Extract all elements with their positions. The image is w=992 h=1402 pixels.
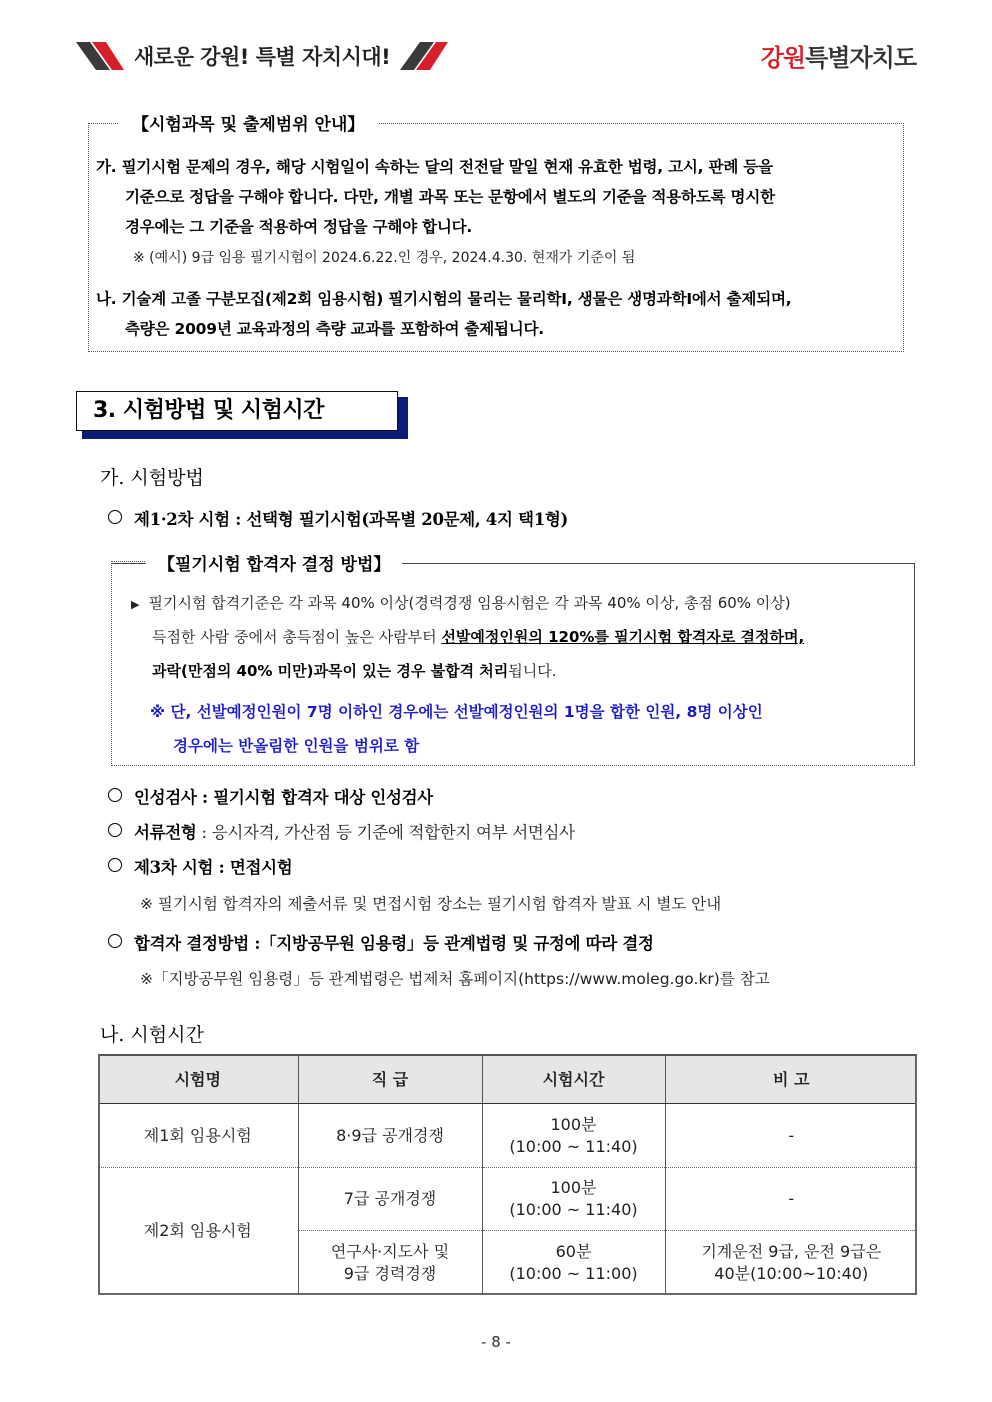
brand-logo — [761, 38, 916, 73]
table-cell — [665, 1231, 917, 1295]
section-heading: 3. 시험방법 및 시험시간 — [76, 391, 398, 431]
time-range: (10:00 ~ 11:00) — [509, 1263, 638, 1283]
method-item-written-text: 제1·2차 시험 : 선택형 필기시험(과목별 20문제, 4지 택1형) — [134, 510, 569, 529]
method-item-written — [108, 506, 568, 530]
column-header: 비 고 — [665, 1054, 917, 1104]
table-cell: - — [665, 1168, 917, 1231]
method-item-document-label: 서류전형 — [134, 823, 197, 842]
time-duration: 100분 — [550, 1178, 597, 1197]
method-item-final-decision-text: 합격자 결정방법 :「지방공무원 임용령」등 관계법령 및 규정에 따라 결정 — [134, 934, 654, 953]
subheading-method: 가. 시험방법 — [100, 467, 204, 489]
pass-decision-line3-rest: 됩니다. — [508, 662, 557, 680]
brand-logo-rest: 특별자치도 — [805, 44, 916, 72]
law-reference-note: ※「지방공무원 임용령」등 관계법령은 법제처 홈페이지(https://www.moleg.go.kr)를 참고 — [140, 970, 770, 988]
scope-item-ga-note: ※ (예시) 9급 임용 필기시험이 2024.6.22.인 경우, 2024.4.30. 현재가 기준이 됨 — [133, 250, 636, 266]
pass-decision-line3 — [152, 654, 912, 688]
interview-note: ※ 필기시험 합격자의 제출서류 및 면접시험 장소는 필기시험 합격자 발표 시 별도 안내 — [140, 895, 722, 913]
time-range: (10:00 ~ 11:40) — [509, 1200, 638, 1219]
table-cell — [482, 1168, 665, 1231]
table-cell: 제2회 임용시험 — [98, 1168, 298, 1295]
pass-decision-line1 — [131, 586, 911, 622]
method-item-personality — [108, 784, 433, 808]
method-item-personality-text: 인성검사 : 필기시험 합격자 대상 인성검사 — [134, 788, 433, 807]
pass-decision-title: 【필기시험 합격자 결정 방법】 — [146, 550, 402, 575]
pass-decision-underlined: 선발예정인원의 120%를 필기시험 합격자로 결정하며, — [441, 628, 805, 646]
header-slogan-bar — [76, 40, 448, 72]
scope-item-ga-line2: 기준으로 정답을 구해야 합니다. 다만, 개별 과목 또는 문항에서 별도의 기준을 적용하도록 명시한 — [125, 188, 775, 206]
table-cell — [482, 1104, 665, 1168]
exam-scope-title: 【시험과목 및 출제범위 안내】 — [118, 110, 378, 135]
pass-decision-line2-text: 득점한 사람 중에서 총득점이 높은 사람부터 — [152, 628, 442, 646]
circle-bullet-icon — [108, 934, 122, 948]
fail-condition-text: 과락(만점의 40% 미만)과목이 있는 경우 불합격 처리 — [152, 662, 509, 680]
circle-bullet-icon — [108, 510, 122, 524]
pass-decision-line2 — [152, 620, 912, 654]
method-item-interview-text: 제3차 시험 : 면접시험 — [134, 858, 293, 877]
scope-item-ga-line1: 가. 필기시험 문제의 경우, 해당 시험일이 속하는 달의 전전달 말일 현재 유효한 법령, 고시, 판례 등을 — [96, 158, 773, 176]
method-item-final-decision — [108, 930, 654, 954]
note-line: 기계운전 9급, 운전 9급은 — [701, 1241, 882, 1261]
exam-time-table — [98, 1054, 917, 1295]
page-number: - 8 - — [481, 1333, 511, 1351]
exception-note-line2: 경우에는 반올림한 인원을 범위로 함 — [173, 737, 420, 755]
brand-logo-red: 강원 — [760, 44, 806, 72]
table-row — [98, 1104, 917, 1168]
note-line: 40분(10:00~10:40) — [714, 1263, 869, 1283]
circle-bullet-icon — [108, 823, 122, 837]
exception-note-line1: ※ 단, 선발예정인원이 7명 이하인 경우에는 선발예정인원의 1명을 합한 인원, 8명 이상인 — [150, 703, 763, 721]
grade-line: 연구사·지도사 및 — [330, 1241, 450, 1261]
triangle-bullet-icon: ▶ — [131, 598, 140, 611]
time-range: (10:00 ~ 11:40) — [509, 1136, 638, 1156]
table-cell — [298, 1231, 482, 1295]
column-header: 시험시간 — [482, 1054, 665, 1104]
column-header: 시험명 — [98, 1054, 298, 1104]
table-row — [98, 1168, 917, 1231]
header-slogan: 새로운 강원! 특별 자치시대! — [134, 45, 391, 69]
stripe-logo-right-icon — [400, 42, 448, 70]
method-item-interview — [108, 854, 292, 878]
subheading-time: 나. 시험시간 — [100, 1024, 204, 1046]
circle-bullet-icon — [108, 788, 122, 802]
method-item-document-text: : 응시자격, 가산점 등 기준에 적합한지 여부 서면심사 — [196, 823, 575, 842]
table-cell — [482, 1231, 665, 1295]
method-item-document — [108, 819, 575, 843]
time-duration: 100분 — [550, 1114, 597, 1134]
column-header: 직 급 — [298, 1054, 482, 1104]
stripe-logo-left-icon — [76, 42, 124, 70]
grade-line: 9급 경력경쟁 — [343, 1263, 437, 1283]
table-cell: 제1회 임용시험 — [98, 1104, 298, 1168]
circle-bullet-icon — [108, 858, 122, 872]
scope-item-na-line1: 나. 기술계 고졸 구분모집(제2회 임용시험) 필기시험의 물리는 물리학Ⅰ, 생물은 생명과학Ⅰ에서 출제되며, — [96, 290, 792, 308]
table-cell: 7급 공개경쟁 — [298, 1168, 482, 1231]
time-duration: 60분 — [555, 1241, 592, 1261]
scope-item-na-line2: 측량은 2009년 교육과정의 측량 교과를 포함하여 출제됩니다. — [125, 320, 544, 338]
table-header-row — [98, 1054, 917, 1104]
table-cell: - — [788, 1125, 795, 1145]
table-cell: 8·9급 공개경쟁 — [298, 1104, 482, 1168]
pass-decision-line1-text: 필기시험 합격기준은 각 과목 40% 이상(경력경쟁 임용시험은 각 과목 40% 이상, 총점 60% 이상) — [148, 594, 791, 612]
scope-item-ga-line3: 경우에는 그 기준을 적용하여 정답을 구해야 합니다. — [125, 218, 473, 236]
